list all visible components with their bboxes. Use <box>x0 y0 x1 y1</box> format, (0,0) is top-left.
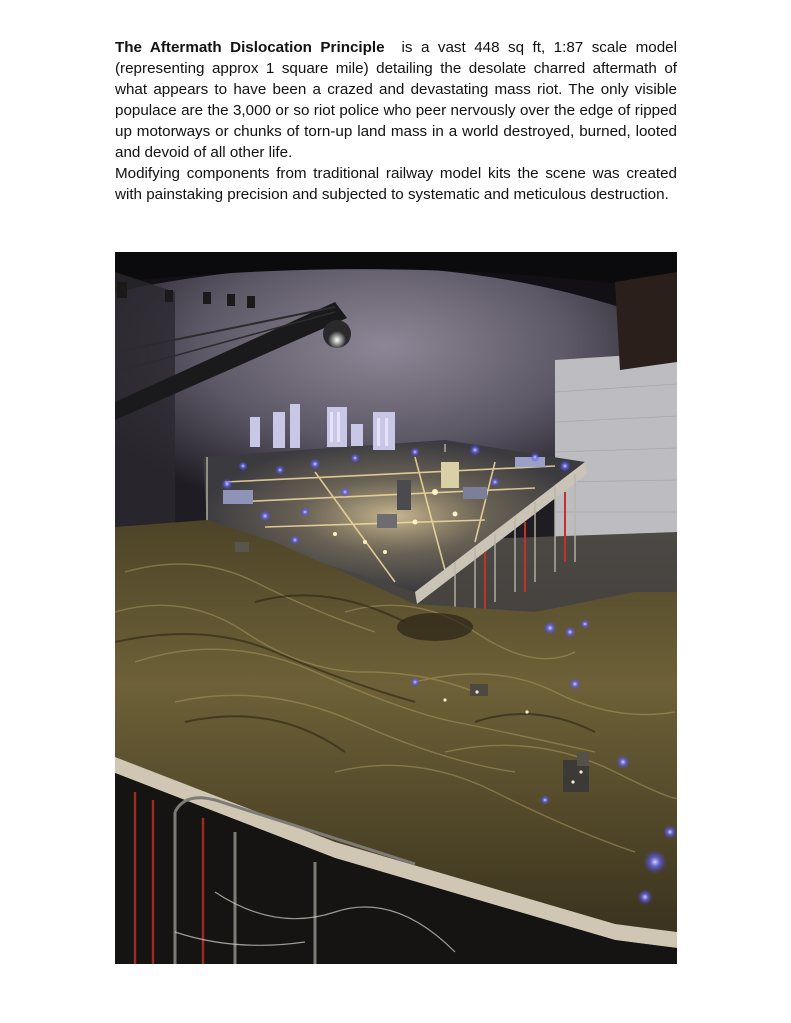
artwork-intro: is a vast 448 sq ft, 1:87 scale model (representing approx 1 square mile) detailing the desolate charred aftermath of what appears to have been a crazed and devastating mass riot. The only visible populace are the 3,000 or so riot police who peer nervously over the edge of ripped up motorways or chunks of torn-up land mass in a world destroyed, burned, looted and devoid of all other life. <box>115 39 677 161</box>
description-paragraph-1 <box>115 37 677 163</box>
model-installation-photo <box>115 252 677 964</box>
photo-illustration <box>115 252 677 964</box>
artwork-title: The Aftermath Dislocation Principle <box>115 39 385 56</box>
description-paragraph-2: Modifying components from traditional railway model kits the scene was created with painstaking precision and subjected to systematic and meticulous destruction. <box>115 165 677 203</box>
description-text <box>115 37 677 205</box>
